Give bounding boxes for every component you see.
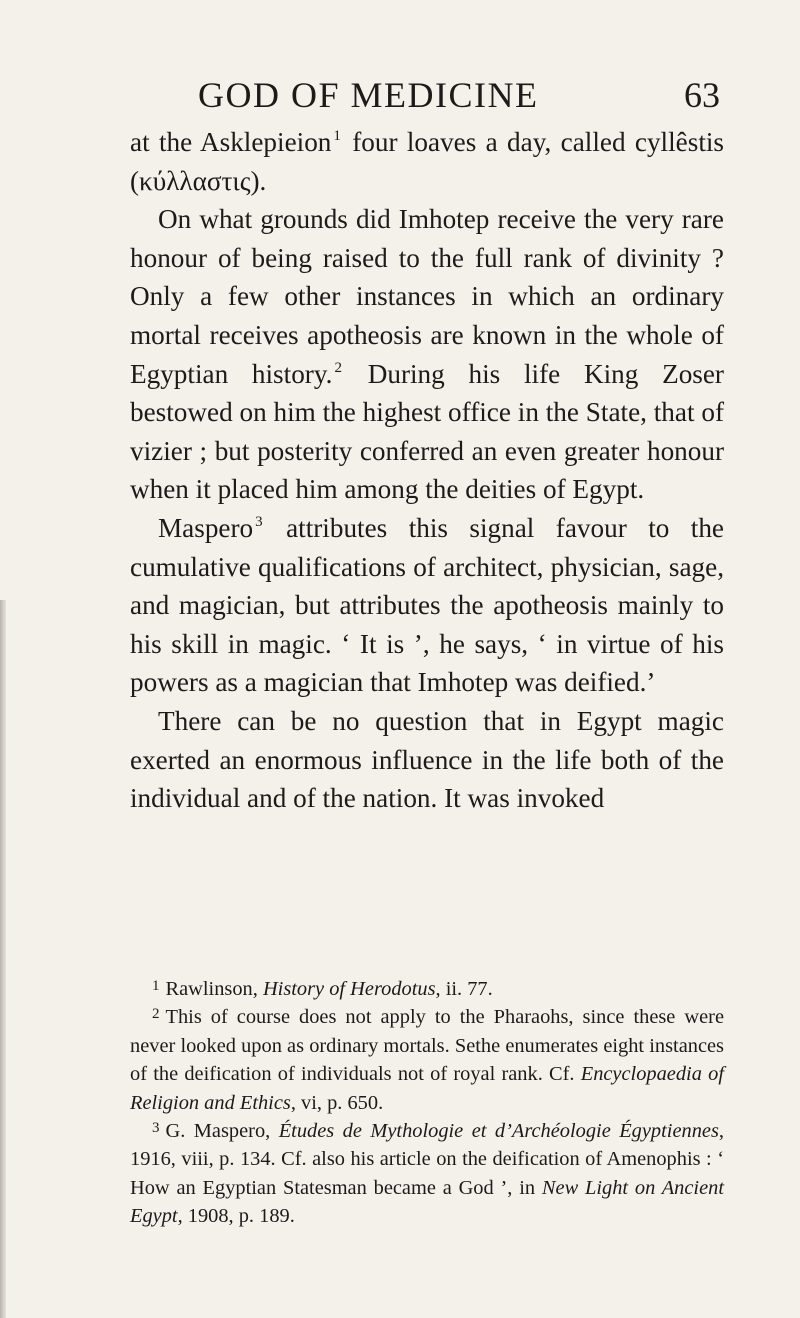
paragraph-1 xyxy=(130,123,724,200)
footnote-3-title-2: New Light on Ancient Egypt xyxy=(130,1176,725,1228)
page-header xyxy=(130,72,720,118)
paragraph-2-text-a: On what grounds did Imhotep receive the very rare honour of being raised to the full rank of divinity ? Only a few other instances in which an ordinary mortal receives apotheosis are known in the whole of Egyptian history. xyxy=(130,204,724,389)
footnote-2-pre: This of course does not apply to the Pharaohs, since these were never looked upon as ordinary mortals. Sethe enumerates eight instances of the deification of individuals not of royal rank. Cf. xyxy=(130,1006,724,1086)
footnote-ref-3: 3 xyxy=(255,513,263,530)
footnote-3 xyxy=(130,1117,724,1231)
footnote-3-pre: G. Maspero, xyxy=(165,1120,279,1143)
footnote-2-title: Encyclopaedia of Religion and Ethics xyxy=(130,1063,724,1114)
footnote-2 xyxy=(130,1003,724,1117)
footnote-1 xyxy=(130,975,724,1003)
footnote-1-title: History of Herodotus xyxy=(262,978,436,1000)
footnote-2-number: 2 xyxy=(152,1006,160,1023)
page-edge-shadow xyxy=(0,600,6,1318)
footnote-3-post: , 1908, p. 189. xyxy=(177,1205,295,1228)
paragraph-3-text-a: Maspero xyxy=(158,512,254,543)
footnote-ref-1: 1 xyxy=(333,128,341,144)
footnote-3-title: Études de Mythologie et d’Archéologie Égyptiennes xyxy=(278,1120,719,1143)
paragraph-3 xyxy=(130,509,724,702)
paragraph-3-text-b: attributes this signal favour to the cumulative qualifications of architect, physician, sage, and magician, but attributes the apotheosis mainly to his skill in magic. ‘ It is ’, he says, ‘ in virtue of his powers as a magician that Imhotep was deified.’ xyxy=(130,512,724,698)
paragraph-2-text-b: During his life King Zoser bestowed on him the highest office in the State, that of vizier ; but posterity conferred an even greater honour when it placed him among the deities of Egypt. xyxy=(130,358,724,505)
paragraph-1-text-b: four loaves a day, called cyllêstis (κύλλαστις). xyxy=(130,127,725,196)
paragraph-2 xyxy=(130,200,724,509)
footnote-1-number: 1 xyxy=(152,978,160,994)
footnote-1-post: , ii. 77. xyxy=(435,978,493,1000)
footnote-1-pre: Rawlinson, xyxy=(165,978,263,1000)
body-text xyxy=(130,123,724,818)
footnote-3-number: 3 xyxy=(152,1120,160,1137)
paragraph-1-text-a: at the Asklepieion xyxy=(130,127,332,157)
running-title: GOD OF MEDICINE xyxy=(198,75,539,115)
footnote-ref-2: 2 xyxy=(334,359,342,376)
page-number: 63 xyxy=(684,75,720,115)
footnotes xyxy=(130,975,724,1231)
paragraph-4: There can be no question that in Egypt magic exerted an enormous influence in the life both of the individual and of the nation. It was invoked xyxy=(130,705,724,814)
footnote-2-post: , vi, p. 650. xyxy=(290,1091,384,1114)
footnote-3-mid: , 1916, viii, p. 134. Cf. also his article on the deification of Amenophis : ‘ How an Egyptian Statesman became a God ’, in xyxy=(130,1120,724,1199)
